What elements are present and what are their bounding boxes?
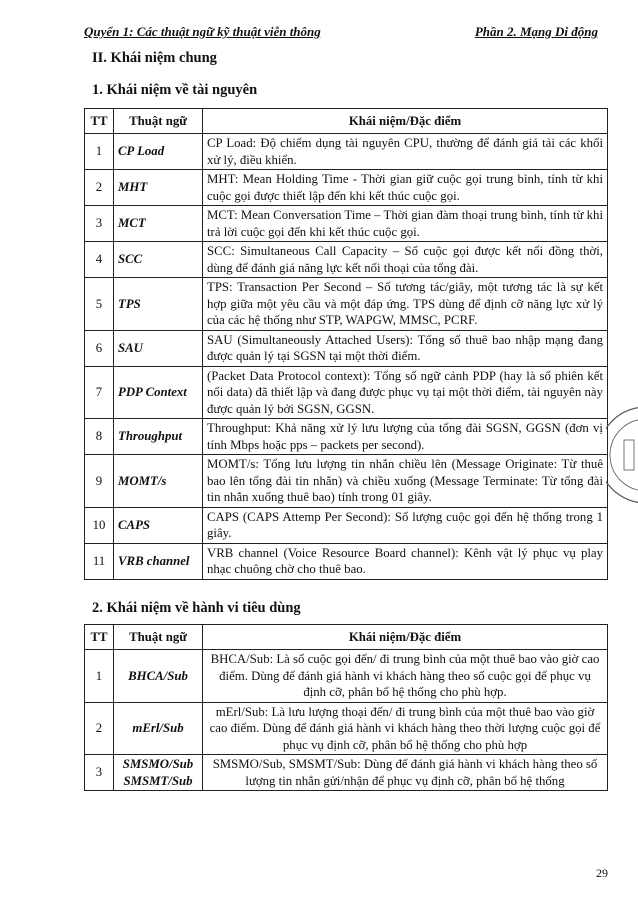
table-row bbox=[85, 419, 608, 455]
row-description: (Packet Data Protocol context): Tổng số ngữ cảnh PDP (hay là số phiên kết nối data) đã thiết lập và đang được phục vụ tại một thời điểm, tài nguyên này được quản lý bởi SGSN, GGSN. bbox=[203, 366, 608, 419]
table-row bbox=[85, 507, 608, 543]
col-header-desc: Khái niệm/Đặc điểm bbox=[203, 625, 608, 650]
row-term: TPS bbox=[114, 278, 203, 331]
row-description: Throughput: Khả năng xử lý lưu lượng của tổng đài SGSN, GGSN (đơn vị tính Mbps hoặc pps – packets per second). bbox=[203, 419, 608, 455]
table-row bbox=[85, 278, 608, 331]
table-row bbox=[85, 702, 608, 755]
row-description: CAPS (CAPS Attemp Per Second): Số lượng cuộc gọi đến hệ thống trong 1 giây. bbox=[203, 507, 608, 543]
behavior-table bbox=[84, 624, 608, 791]
resources-table-body bbox=[85, 134, 608, 580]
behavior-table-body bbox=[85, 650, 608, 791]
table-row bbox=[85, 134, 608, 170]
row-term: SMSMO/Sub SMSMT/Sub bbox=[114, 755, 203, 791]
row-term: MHT bbox=[114, 170, 203, 206]
table-header-row bbox=[85, 625, 608, 650]
row-description: MCT: Mean Conversation Time – Thời gian đàm thoại trung bình, tính từ khi trả lời cuộc gọi đến khi kết thúc cuộc gọi. bbox=[203, 206, 608, 242]
row-term: BHCA/Sub bbox=[114, 650, 203, 703]
row-description: TPS: Transaction Per Second – Số tương tác/giây, một tương tác là sự kết hợp giữa một yêu cầu và một đáp ứng. TPS dùng để định cỡ năng lực xử lý của các hệ thống như STP, WAPGW, MMSC, PCRF. bbox=[203, 278, 608, 331]
col-header-term: Thuật ngữ bbox=[114, 109, 203, 134]
col-header-tt: TT bbox=[85, 109, 114, 134]
row-term: VRB channel bbox=[114, 543, 203, 579]
row-term: MOMT/s bbox=[114, 455, 203, 508]
table-row bbox=[85, 366, 608, 419]
page-number: 29 bbox=[596, 866, 608, 880]
table-header-row bbox=[85, 109, 608, 134]
row-number: 1 bbox=[85, 134, 114, 170]
row-description: BHCA/Sub: Là số cuộc gọi đến/ đi trung bình của một thuê bao vào giờ cao điểm. Dùng để đánh giá hành vi khách hàng theo số cuộc gọi để phục vụ định cỡ, phân bổ hệ thống cho phù hợp. bbox=[203, 650, 608, 703]
row-term: SCC bbox=[114, 242, 203, 278]
row-term: PDP Context bbox=[114, 366, 203, 419]
table-row bbox=[85, 650, 608, 703]
table-row bbox=[85, 755, 608, 791]
row-term: MCT bbox=[114, 206, 203, 242]
row-description: MOMT/s: Tổng lưu lượng tin nhắn chiều lên (Message Originate: Từ thuê bao lên tổng đài tin nhắn) và chiều xuống (Message Terminate: Từ tổng đài tin nhắn xuống thuê bao) tính trong 01 giây. bbox=[203, 455, 608, 508]
row-description: VRB channel (Voice Resource Board channel): Kênh vật lý phục vụ play nhạc chuông chờ cho thuê bao. bbox=[203, 543, 608, 579]
row-number: 1 bbox=[85, 650, 114, 703]
table-row bbox=[85, 206, 608, 242]
table-row bbox=[85, 170, 608, 206]
row-description: mErl/Sub: Là lưu lượng thoại đến/ đi trung bình của một thuê bao vào giờ cao điểm. Dùng để đánh giá hành vi khách hàng theo thời lượng cuộc gọi để phục vụ định cỡ, phân bổ hệ thống cho phù hợp bbox=[203, 702, 608, 755]
row-term: mErl/Sub bbox=[114, 702, 203, 755]
table-row bbox=[85, 543, 608, 579]
library-stamp-graphic bbox=[606, 385, 638, 525]
row-number: 8 bbox=[85, 419, 114, 455]
col-header-desc: Khái niệm/Đặc điểm bbox=[203, 109, 608, 134]
row-number: 9 bbox=[85, 455, 114, 508]
row-term: SAU bbox=[114, 330, 203, 366]
subsection-title-resources: 1. Khái niệm về tài nguyên bbox=[92, 82, 258, 98]
row-term: CP Load bbox=[114, 134, 203, 170]
col-header-term: Thuật ngữ bbox=[114, 625, 203, 650]
section-title: II. Khái niệm chung bbox=[92, 50, 217, 66]
table-row bbox=[85, 242, 608, 278]
running-header bbox=[84, 24, 598, 40]
table-row bbox=[85, 455, 608, 508]
col-header-tt: TT bbox=[85, 625, 114, 650]
row-number: 11 bbox=[85, 543, 114, 579]
row-description: SCC: Simultaneous Call Capacity – Số cuộc gọi được kết nối đồng thời, dùng để đánh giá năng lực kết nối thoại của tổng đài. bbox=[203, 242, 608, 278]
row-term: Throughput bbox=[114, 419, 203, 455]
row-description: CP Load: Độ chiếm dụng tài nguyên CPU, thường để đánh giá tải các khối xử lý, điều khiển. bbox=[203, 134, 608, 170]
row-number: 5 bbox=[85, 278, 114, 331]
row-number: 2 bbox=[85, 170, 114, 206]
resources-table bbox=[84, 108, 608, 580]
row-number: 10 bbox=[85, 507, 114, 543]
row-number: 7 bbox=[85, 366, 114, 419]
header-right: Phần 2. Mạng Di động bbox=[474, 24, 598, 39]
row-description: SAU (Simultaneously Attached Users): Tổng số thuê bao nhập mạng đang được quản lý tại SGSN tại một thời điểm. bbox=[203, 330, 608, 366]
row-number: 3 bbox=[85, 206, 114, 242]
header-left: Quyển 1: Các thuật ngữ kỹ thuật viễn thông bbox=[84, 24, 321, 39]
row-description: MHT: Mean Holding Time - Thời gian giữ cuộc gọi trung bình, tính từ khi cuộc gọi được thiết lập đến khi kết thúc cuộc gọi. bbox=[203, 170, 608, 206]
row-term: CAPS bbox=[114, 507, 203, 543]
subsection-title-behavior: 2. Khái niệm về hành vi tiêu dùng bbox=[92, 600, 301, 616]
table-row bbox=[85, 330, 608, 366]
row-number: 3 bbox=[85, 755, 114, 791]
row-number: 4 bbox=[85, 242, 114, 278]
row-number: 6 bbox=[85, 330, 114, 366]
row-number: 2 bbox=[85, 702, 114, 755]
row-description: SMSMO/Sub, SMSMT/Sub: Dùng để đánh giá hành vi khách hàng theo số lượng tin nhắn gửi/nhận để phục vụ định cỡ, phân bổ hệ thống bbox=[203, 755, 608, 791]
